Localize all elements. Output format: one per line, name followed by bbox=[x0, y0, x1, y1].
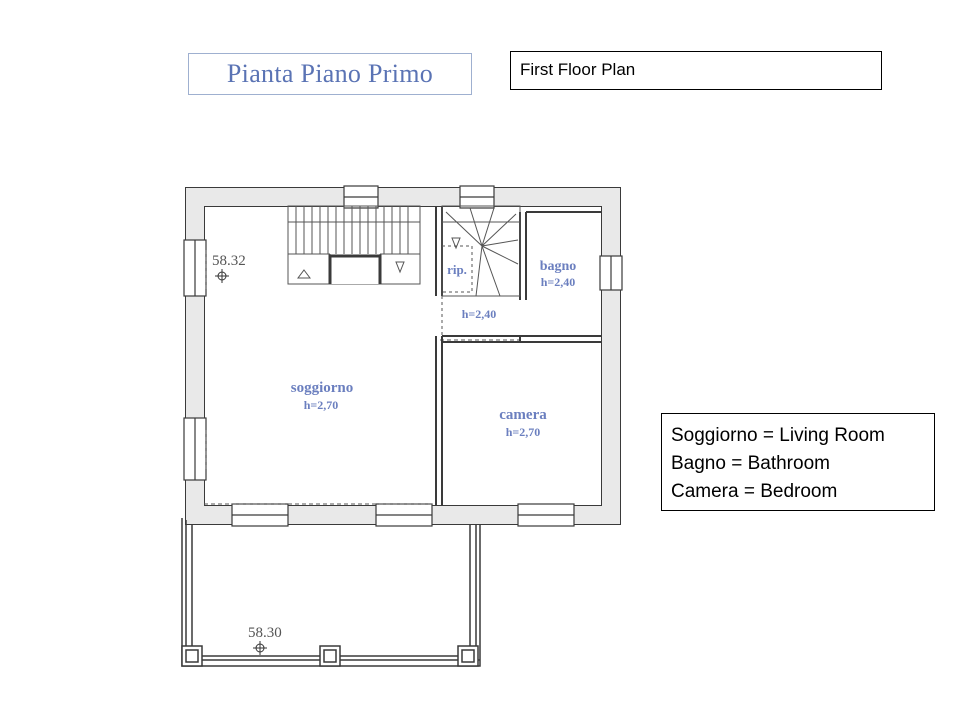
door-thresholds bbox=[204, 250, 520, 504]
stair-landing bbox=[330, 256, 380, 284]
legend-item: Camera = Bedroom bbox=[671, 481, 838, 502]
hall-height: h=2,40 bbox=[461, 307, 497, 321]
room-soggiorno: soggiorno bbox=[290, 380, 354, 396]
elevation-marker-terrace bbox=[253, 641, 267, 655]
closet-outline bbox=[442, 246, 472, 336]
plan-title: Pianta Piano Primo bbox=[226, 59, 434, 88]
elevation-marker-upper bbox=[215, 269, 229, 283]
interior-walls bbox=[436, 206, 602, 506]
room-camera-height: h=2,70 bbox=[505, 425, 541, 439]
terrace bbox=[182, 518, 480, 666]
room-bagno-height: h=2,40 bbox=[540, 275, 576, 289]
spiral-staircase bbox=[442, 206, 520, 296]
window-right bbox=[600, 256, 622, 290]
legend-item: Bagno = Bathroom bbox=[671, 453, 830, 474]
windows-bottom bbox=[232, 504, 574, 526]
elevation-upper: 58.32 bbox=[212, 253, 246, 269]
elevation-terrace: 58.30 bbox=[248, 625, 282, 641]
room-camera: camera bbox=[499, 407, 547, 423]
room-soggiorno-height: h=2,70 bbox=[303, 398, 339, 412]
outer-walls bbox=[186, 188, 620, 524]
room-bagno: bagno bbox=[539, 259, 577, 274]
caption-text: First Floor Plan bbox=[520, 60, 636, 79]
wall-fill bbox=[186, 188, 620, 524]
legend-item: Soggiorno = Living Room bbox=[671, 425, 885, 446]
room-ripostiglio: rip. bbox=[447, 262, 467, 277]
